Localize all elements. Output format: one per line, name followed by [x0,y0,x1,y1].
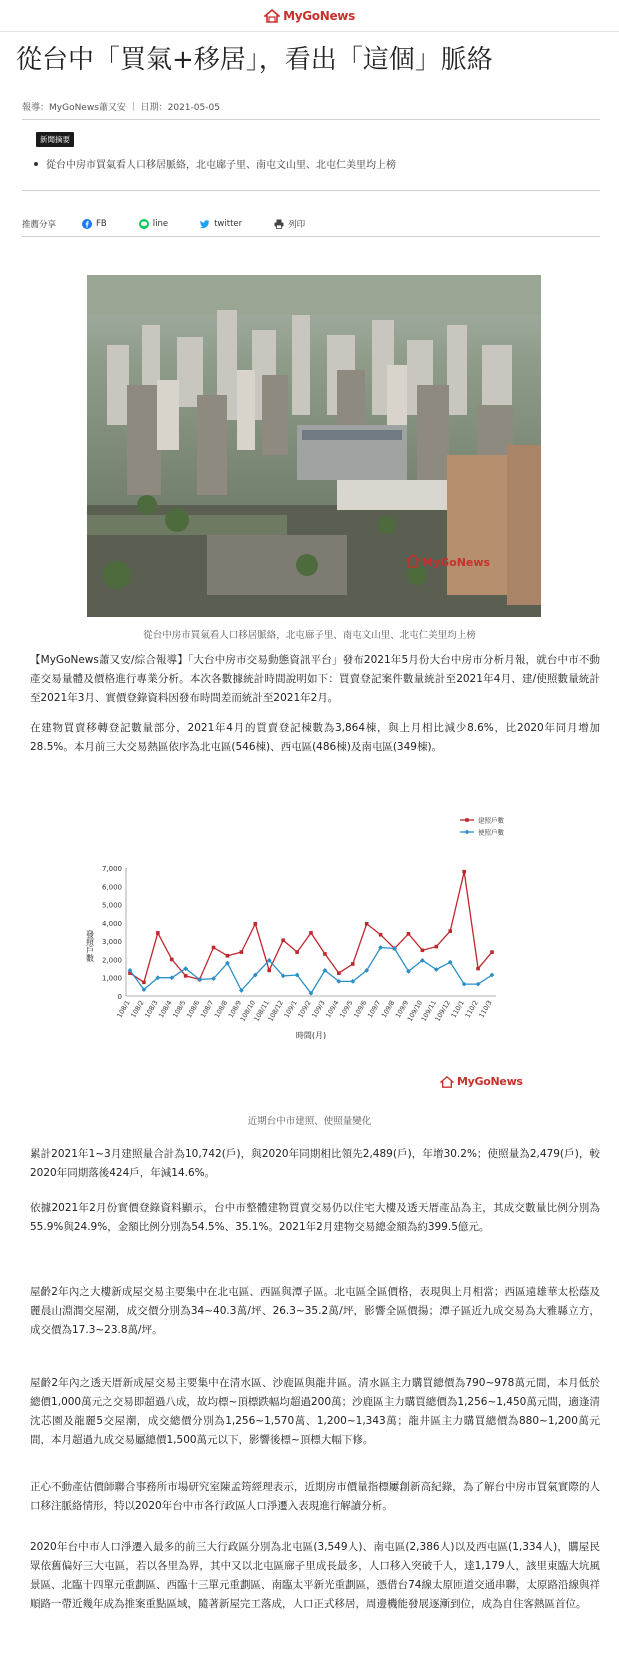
x-tick-label: 108/12 [266,999,285,1023]
paragraph-7: 正心不動產估價師聯合事務所市場研究室陳孟筠經理表示，近期房市價量指標屢創新高紀錄，為了解台中房市買氣實際的人口移注脈絡情形，特以2020年台中市各行政區人口淨遷入表現進行解讀分析。 [30,1481,600,1512]
site-header [0,0,619,32]
x-tick-label: 109/9 [393,999,411,1020]
paragraph-1: 【MyGoNews蕭又安/綜合報導】「大台中房市交易動態資訊平台」發布2021年5月份大台中房市分析月報，就台中市不動產交易量體及價格進行專業分析。本次各數據統計時間說明如下：買賣登記案件數量統計至2021年4月、建/使照數量統計至2021年3月、實價登錄資料因發布時間差而統計至2021年2月。 [30,654,600,704]
data-point [240,950,244,954]
y-tick-label: 1,000 [101,974,122,983]
data-point [267,969,271,973]
data-point [407,932,411,936]
data-point [379,933,383,937]
site-logo[interactable] [264,9,355,23]
y-tick-label: 7,000 [101,865,122,873]
x-tick-label: 108/2 [129,999,146,1020]
share-facebook-label: FB [96,219,107,229]
x-tick-label: 108/3 [143,999,160,1020]
y-tick-label: 0 [117,993,122,1001]
data-point [365,922,369,926]
bullet-icon [34,162,38,166]
legend-label: 使照戶數 [478,828,504,837]
x-tick-label: 109/8 [379,999,397,1020]
chart-watermark-logo [440,1075,523,1088]
photo-watermark-text: MyGoNews [422,556,491,569]
y-tick-label: 5,000 [101,901,122,910]
print-button[interactable] [274,218,305,230]
data-point [435,945,439,949]
x-tick-label: 108/6 [185,999,202,1020]
data-point [351,962,355,966]
x-tick-label: 109/6 [352,999,369,1020]
line-icon [139,219,149,229]
x-tick-label: 108/10 [238,999,258,1023]
x-tick-label: 109/7 [366,999,383,1020]
x-tick-label: 108/7 [198,999,216,1020]
data-point [309,931,313,935]
permit-line-chart [80,808,550,1088]
summary-item [34,156,396,171]
article-title: 從台中「買氣+移居」，看出「這個」脈絡 [16,45,493,75]
paragraph-2: 在建物買賣移轉登記數量部分，2021年4月的買賣登記棟數為3,864棟，與上月相比減少8.6%，比2020年同月增加28.5%。本月前三大交易熱區依序為北屯區(546棟)、西屯區(486棟)及南屯區(349棟)。 [30,722,600,753]
city-aerial-photo [87,275,541,617]
y-tick-label: 2,000 [101,956,122,965]
share-line-button[interactable] [139,219,168,229]
y-tick-label: 6,000 [101,883,122,892]
x-tick-label: 110/3 [477,999,494,1020]
x-tick-label: 110/1 [449,999,466,1020]
series-line-1 [130,872,492,983]
data-point [476,967,480,971]
paragraph-4: 依據2021年2月份實價登錄資料顯示，台中市整體建物買賣交易仍以住宅大樓及透天厝產品為主，其成交數量比例分別為55.9%與24.9%，金額比例分別為54.5%、35.1%。2021年2月建物交易總金額為約399.5億元。 [30,1202,600,1233]
photo-caption: 從台中房市買氣看人口移居脈絡，北屯廍子里、南屯文山里、北屯仁美里均上榜 [143,630,476,641]
x-tick-label: 109/1 [282,999,299,1020]
data-point [184,974,188,978]
data-point [448,929,452,933]
data-point [142,980,146,984]
x-tick-label: 108/9 [226,999,244,1020]
article-photo [87,275,541,617]
chart-watermark-text: MyGoNews [457,1075,523,1088]
data-point [281,938,285,942]
data-point [170,958,174,962]
y-axis-label: 發照戶數 [85,930,95,962]
legend-marker [465,818,469,822]
divider [22,190,600,191]
share-facebook-button[interactable] [82,219,107,229]
x-axis-label: 時間(月) [295,1031,327,1040]
x-tick-label: 108/11 [252,999,271,1023]
house-logo-icon [440,1076,454,1088]
share-bar [22,218,337,230]
x-tick-label: 108/4 [157,999,174,1020]
x-tick-label: 108/1 [115,999,132,1020]
chart-caption: 近期台中市建照、使照量變化 [247,1116,372,1127]
printer-icon [274,219,284,229]
data-point [323,952,327,956]
share-twitter-button[interactable] [200,219,242,229]
data-point [156,931,160,935]
twitter-icon [200,219,210,229]
x-tick-label: 109/2 [296,999,313,1020]
x-tick-label: 109/10 [405,999,425,1023]
paragraph-8: 2020年台中市人口淨遷入最多的前三大行政區分別為北屯區(3,549人)、南屯區(2,386人)以及西屯區(1,334人)，購屋民眾依舊偏好三大屯區，若以各里為界，其中又以北屯區廍子里成長最多，人口移入突破千人，達1,179人，該里東臨大坑風景區、北臨十四單元重劃區、西臨十三單元重劃區、南臨太平新光重劃區，憑借台74線太原匝道交通串聯，太原路沿線與祥順路一帶近幾年成為推案重點區域，隨著新屋完工落成，人口正式移居，周邊機能發展逐漸到位，成為自住客熱區首位。 [30,1541,600,1610]
legend-marker [465,830,470,835]
data-point [254,922,258,926]
data-point [212,946,216,950]
share-line-label: line [152,219,169,229]
data-point [462,870,466,874]
paragraph-6: 屋齡2年內之透天厝新成屋交易主要集中在清水區、沙鹿區與龍井區。清水區主力購買總價為790~978萬元間，本月低於總價1,000萬元之交易即超過八成，故均標~頂標跌幅均超過200萬；沙鹿區主力購買總價為1,256~1,450萬元間，適逢清沈芯園及龍麗5交屋潮，成交總價分別為1,256~1,570萬、1,200~1,343萬；龍井區主力購買總價為880~1,200萬元間，本月超過九成交易屬總價1,500萬元以下，影響後標~頂標大幅下修。 [30,1377,600,1446]
data-point [490,950,494,954]
print-label: 列印 [288,220,306,230]
data-point [337,971,341,975]
data-point [226,954,230,958]
x-tick-label: 108/8 [212,999,230,1020]
paragraph-3: 累計2021年1~3月建照量合計為10,742(戶)，與2020年同期相比領先2,489(戶)，年增30.2%；使照量為2,479(戶)，較2020年同期落後424戶，年減14.6%。 [30,1148,600,1179]
y-tick-label: 3,000 [101,938,122,947]
article-meta: 報導：MyGoNews蕭又安 ｜ 日期：2021-05-05 [22,103,220,113]
x-tick-label: 109/3 [310,999,327,1020]
data-point [295,950,299,954]
divider [22,119,600,120]
x-tick-label: 109/5 [338,999,355,1020]
share-label: 推薦分享 [22,220,57,230]
x-tick-label: 109/4 [324,999,341,1020]
summary-tag: 新聞摘要 [36,132,74,147]
site-brand: MyGoNews [283,8,355,23]
x-tick-label: 109/11 [419,999,439,1023]
legend-label: 建照戶數 [478,816,504,825]
y-tick-label: 4,000 [101,919,122,928]
data-point [421,948,425,952]
paragraph-5: 屋齡2年內之大樓新成屋交易主要集中在北屯區、西區與潭子區。北屯區全區價格，表現與上月相當；西區遠雄華太松蔭及麗晨山淵潤交屋潮，成交價分別為34~40.3萬/坪、26.3~35.2萬/坪，影響全區價揚；潭子區近九成交易為大雅縣立方，成交價為17.3~23.8萬/坪。 [30,1286,600,1336]
summary-text: 從台中房市買氣看人口移居脈絡，北屯廍子里、南屯文山里、北屯仁美里均上榜 [46,160,396,171]
share-twitter-label: twitter [214,219,243,229]
house-logo-icon [264,9,280,23]
divider [22,236,600,237]
x-tick-label: 110/2 [463,999,480,1020]
x-tick-label: 109/12 [433,999,452,1023]
facebook-icon [82,219,92,229]
x-tick-label: 108/5 [171,999,188,1020]
